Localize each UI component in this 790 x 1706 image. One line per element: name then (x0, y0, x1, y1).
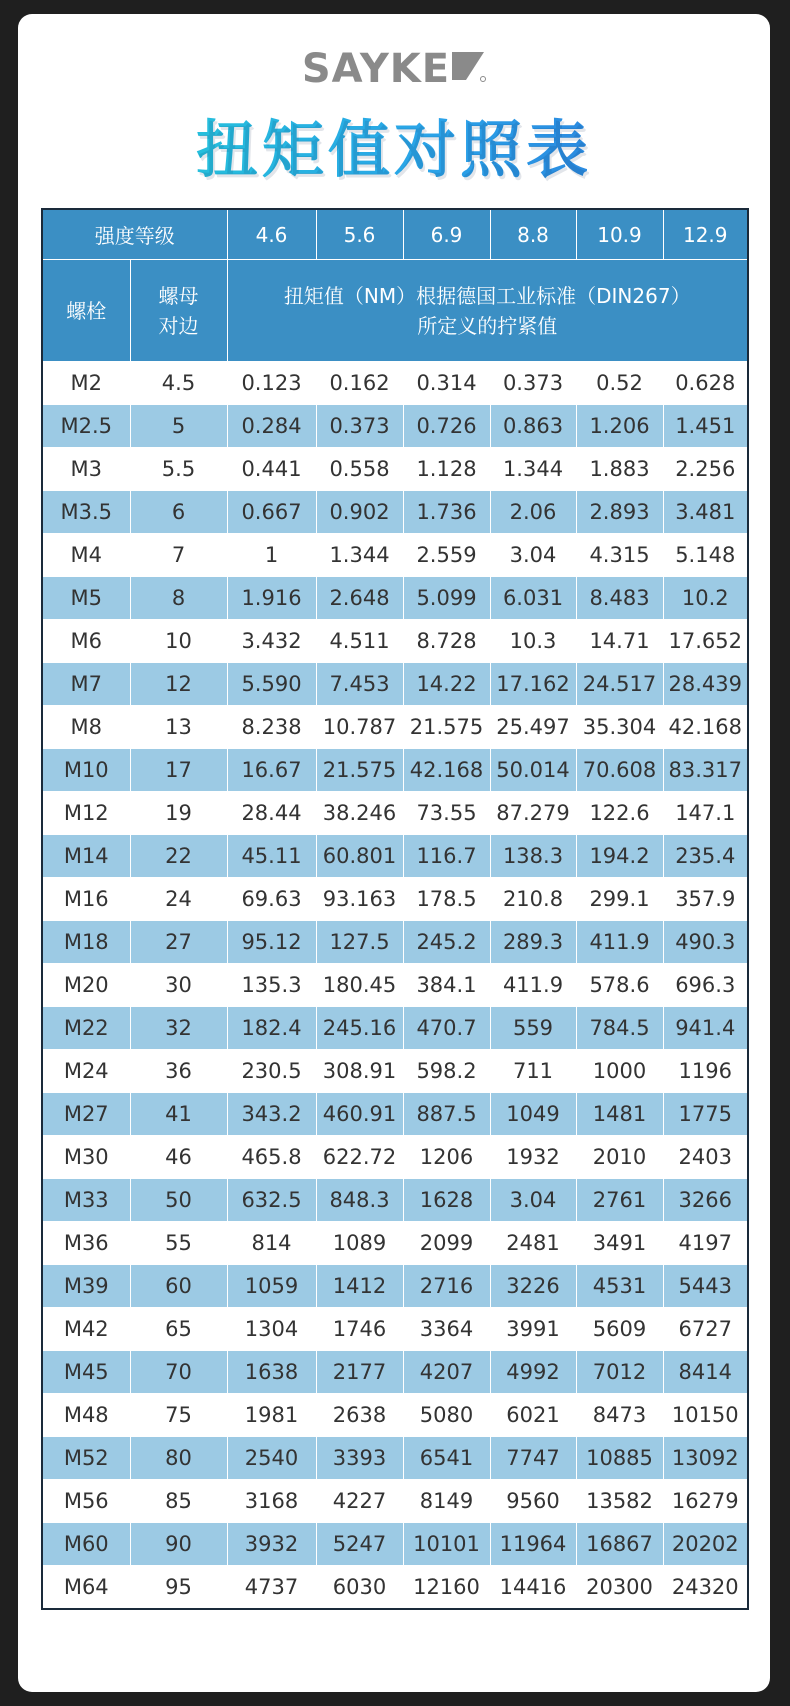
torque-value-cell: 38.246 (316, 792, 403, 835)
torque-value-cell: 460.91 (316, 1093, 403, 1136)
torque-value-cell: 45.11 (227, 835, 316, 878)
torque-value-cell: 559 (490, 1007, 576, 1050)
torque-value-cell: 4.315 (576, 534, 663, 577)
torque-value-cell: 411.9 (576, 921, 663, 964)
torque-value-cell: 887.5 (403, 1093, 490, 1136)
torque-value-cell: 4227 (316, 1480, 403, 1523)
torque-value-cell: 10.3 (490, 620, 576, 663)
bolt-size-cell: M6 (42, 620, 130, 663)
torque-value-cell: 4207 (403, 1351, 490, 1394)
torque-value-cell: 1.344 (316, 534, 403, 577)
nut-width-cell: 75 (130, 1394, 227, 1437)
torque-value-cell: 0.284 (227, 405, 316, 448)
torque-value-cell: 12160 (403, 1566, 490, 1610)
bolt-size-cell: M22 (42, 1007, 130, 1050)
torque-value-cell: 1.206 (576, 405, 663, 448)
torque-value-cell: 5080 (403, 1394, 490, 1437)
torque-value-cell: 1932 (490, 1136, 576, 1179)
nut-header-line2: 对边 (158, 313, 199, 338)
torque-value-cell: 5.590 (227, 663, 316, 706)
torque-value-cell: 3.432 (227, 620, 316, 663)
torque-value-cell: 2099 (403, 1222, 490, 1265)
torque-value-cell: 194.2 (576, 835, 663, 878)
torque-value-cell: 7012 (576, 1351, 663, 1394)
torque-value-cell: 10150 (663, 1394, 748, 1437)
torque-value-cell: 2481 (490, 1222, 576, 1265)
torque-value-cell: 21.575 (316, 749, 403, 792)
torque-value-cell: 10101 (403, 1523, 490, 1566)
torque-value-cell: 28.439 (663, 663, 748, 706)
torque-value-cell: 1089 (316, 1222, 403, 1265)
torque-value-cell: 3364 (403, 1308, 490, 1351)
torque-value-cell: 1628 (403, 1179, 490, 1222)
torque-value-cell: 7.453 (316, 663, 403, 706)
table-row (42, 964, 748, 1007)
grade-cell: 8.8 (490, 209, 576, 260)
bolt-size-cell: M20 (42, 964, 130, 1007)
bolt-size-cell: M36 (42, 1222, 130, 1265)
torque-value-cell: 357.9 (663, 878, 748, 921)
torque-value-cell: 1.883 (576, 448, 663, 491)
torque-value-cell: 0.558 (316, 448, 403, 491)
table-row (42, 1222, 748, 1265)
torque-value-cell: 6021 (490, 1394, 576, 1437)
torque-value-cell: 1049 (490, 1093, 576, 1136)
torque-value-cell: 1.344 (490, 448, 576, 491)
bolt-size-cell: M5 (42, 577, 130, 620)
torque-value-cell: 0.52 (576, 362, 663, 405)
torque-value-cell: 122.6 (576, 792, 663, 835)
torque-value-cell: 5.099 (403, 577, 490, 620)
nut-width-cell: 13 (130, 706, 227, 749)
nut-width-cell: 90 (130, 1523, 227, 1566)
torque-value-cell: 13582 (576, 1480, 663, 1523)
torque-value-cell: 8414 (663, 1351, 748, 1394)
bolt-size-cell: M12 (42, 792, 130, 835)
torque-value-cell: 0.373 (316, 405, 403, 448)
table-row (42, 1007, 748, 1050)
torque-value-cell: 5443 (663, 1265, 748, 1308)
torque-value-cell: 578.6 (576, 964, 663, 1007)
nut-width-cell: 55 (130, 1222, 227, 1265)
torque-value-cell: 1.128 (403, 448, 490, 491)
bolt-size-cell: M2 (42, 362, 130, 405)
torque-value-cell: 17.652 (663, 620, 748, 663)
torque-value-cell: 1206 (403, 1136, 490, 1179)
bolt-size-cell: M42 (42, 1308, 130, 1351)
torque-value-cell: 14416 (490, 1566, 576, 1610)
torque-value-cell: 20300 (576, 1566, 663, 1610)
grade-cell: 5.6 (316, 209, 403, 260)
table-row (42, 1179, 748, 1222)
torque-value-cell: 4992 (490, 1351, 576, 1394)
table-row (42, 1308, 748, 1351)
grade-cell: 12.9 (663, 209, 748, 260)
brand-logo-text: SAYKE (301, 46, 451, 92)
torque-value-cell: 93.163 (316, 878, 403, 921)
torque-value-cell: 289.3 (490, 921, 576, 964)
torque-value-cell: 8.483 (576, 577, 663, 620)
grade-header-row (42, 209, 748, 260)
bolt-size-cell: M56 (42, 1480, 130, 1523)
torque-header-line2: 所定义的拧紧值 (417, 313, 558, 338)
bolt-size-cell: M8 (42, 706, 130, 749)
torque-value-cell: 10.787 (316, 706, 403, 749)
bolt-header: 螺栓 (42, 260, 130, 362)
torque-header (227, 260, 748, 362)
torque-value-cell: 2010 (576, 1136, 663, 1179)
torque-header-line1: 扭矩值（NM）根据德国工业标准（DIN267） (283, 283, 691, 308)
torque-value-cell: 3226 (490, 1265, 576, 1308)
torque-value-cell: 16.67 (227, 749, 316, 792)
torque-value-cell: 632.5 (227, 1179, 316, 1222)
torque-value-cell: 3.04 (490, 1179, 576, 1222)
torque-value-cell: 182.4 (227, 1007, 316, 1050)
torque-value-cell: 16279 (663, 1480, 748, 1523)
bolt-size-cell: M16 (42, 878, 130, 921)
table-row (42, 1050, 748, 1093)
torque-value-cell: 2.648 (316, 577, 403, 620)
nut-width-cell: 17 (130, 749, 227, 792)
nut-width-cell: 95 (130, 1566, 227, 1610)
torque-value-cell: 230.5 (227, 1050, 316, 1093)
nut-width-cell: 32 (130, 1007, 227, 1050)
torque-value-cell: 1638 (227, 1351, 316, 1394)
torque-value-cell: 814 (227, 1222, 316, 1265)
nut-width-cell: 19 (130, 792, 227, 835)
bolt-size-cell: M48 (42, 1394, 130, 1437)
torque-value-cell: 465.8 (227, 1136, 316, 1179)
table-row (42, 577, 748, 620)
torque-value-cell: 11964 (490, 1523, 576, 1566)
table-row (42, 1437, 748, 1480)
nut-width-cell: 60 (130, 1265, 227, 1308)
torque-value-cell: 95.12 (227, 921, 316, 964)
table-row (42, 663, 748, 706)
triangle-flag-icon (452, 48, 486, 86)
torque-value-cell: 3.04 (490, 534, 576, 577)
torque-value-cell: 308.91 (316, 1050, 403, 1093)
torque-value-cell: 10.2 (663, 577, 748, 620)
torque-value-cell: 470.7 (403, 1007, 490, 1050)
torque-value-cell: 69.63 (227, 878, 316, 921)
table-row (42, 1265, 748, 1308)
table-row (42, 1351, 748, 1394)
torque-chart-card (18, 14, 770, 1692)
nut-width-cell: 50 (130, 1179, 227, 1222)
torque-value-cell: 0.726 (403, 405, 490, 448)
torque-value-cell: 3.481 (663, 491, 748, 534)
torque-value-cell: 8.238 (227, 706, 316, 749)
torque-value-cell: 1.736 (403, 491, 490, 534)
nut-width-cell: 85 (130, 1480, 227, 1523)
nut-width-cell: 10 (130, 620, 227, 663)
torque-value-cell: 3991 (490, 1308, 576, 1351)
torque-value-cell: 299.1 (576, 878, 663, 921)
bolt-size-cell: M7 (42, 663, 130, 706)
page-title: 扭矩值对照表 (18, 110, 770, 190)
torque-value-cell: 1.916 (227, 577, 316, 620)
table-row (42, 620, 748, 663)
torque-value-cell: 2.559 (403, 534, 490, 577)
torque-value-cell: 25.497 (490, 706, 576, 749)
table-row (42, 1136, 748, 1179)
torque-value-cell: 2540 (227, 1437, 316, 1480)
torque-value-cell: 1304 (227, 1308, 316, 1351)
bolt-size-cell: M2.5 (42, 405, 130, 448)
torque-value-cell: 622.72 (316, 1136, 403, 1179)
torque-value-cell: 1775 (663, 1093, 748, 1136)
torque-value-cell: 1746 (316, 1308, 403, 1351)
table-row (42, 534, 748, 577)
bolt-size-cell: M14 (42, 835, 130, 878)
torque-value-cell: 1481 (576, 1093, 663, 1136)
torque-value-cell: 1412 (316, 1265, 403, 1308)
nut-width-cell: 4.5 (130, 362, 227, 405)
torque-value-cell: 0.902 (316, 491, 403, 534)
nut-width-cell: 46 (130, 1136, 227, 1179)
table-row (42, 792, 748, 835)
torque-value-cell: 16867 (576, 1523, 663, 1566)
torque-value-cell: 17.162 (490, 663, 576, 706)
torque-value-cell: 4737 (227, 1566, 316, 1610)
torque-value-cell: 0.314 (403, 362, 490, 405)
torque-value-cell: 21.575 (403, 706, 490, 749)
torque-value-cell: 2.256 (663, 448, 748, 491)
torque-value-cell: 6541 (403, 1437, 490, 1480)
torque-value-cell: 6.031 (490, 577, 576, 620)
table-row (42, 921, 748, 964)
bolt-size-cell: M18 (42, 921, 130, 964)
table-row (42, 1394, 748, 1437)
table-row (42, 405, 748, 448)
torque-value-cell: 2177 (316, 1351, 403, 1394)
torque-value-cell: 411.9 (490, 964, 576, 1007)
torque-value-cell: 210.8 (490, 878, 576, 921)
torque-value-cell: 10885 (576, 1437, 663, 1480)
torque-value-cell: 50.014 (490, 749, 576, 792)
nut-width-cell: 7 (130, 534, 227, 577)
torque-value-cell: 4197 (663, 1222, 748, 1265)
torque-value-cell: 42.168 (663, 706, 748, 749)
torque-value-cell: 87.279 (490, 792, 576, 835)
torque-value-cell: 8149 (403, 1480, 490, 1523)
table-row (42, 448, 748, 491)
torque-value-cell: 235.4 (663, 835, 748, 878)
nut-width-cell: 30 (130, 964, 227, 1007)
torque-value-cell: 127.5 (316, 921, 403, 964)
torque-value-cell: 20202 (663, 1523, 748, 1566)
torque-value-cell: 28.44 (227, 792, 316, 835)
torque-value-cell: 8.728 (403, 620, 490, 663)
torque-value-cell: 83.317 (663, 749, 748, 792)
torque-value-cell: 116.7 (403, 835, 490, 878)
torque-value-cell: 3393 (316, 1437, 403, 1480)
torque-value-cell: 14.71 (576, 620, 663, 663)
torque-value-cell: 2716 (403, 1265, 490, 1308)
grade-cell: 10.9 (576, 209, 663, 260)
torque-value-cell: 2.06 (490, 491, 576, 534)
torque-value-cell: 3266 (663, 1179, 748, 1222)
torque-value-cell: 2403 (663, 1136, 748, 1179)
torque-value-cell: 7747 (490, 1437, 576, 1480)
table-row (42, 706, 748, 749)
nut-width-cell: 24 (130, 878, 227, 921)
torque-value-cell: 1196 (663, 1050, 748, 1093)
torque-value-cell: 0.863 (490, 405, 576, 448)
torque-value-cell: 1.451 (663, 405, 748, 448)
torque-value-cell: 245.16 (316, 1007, 403, 1050)
table-row (42, 749, 748, 792)
torque-value-cell: 4.511 (316, 620, 403, 663)
torque-value-cell: 60.801 (316, 835, 403, 878)
nut-header-line1: 螺母 (158, 283, 199, 308)
torque-value-cell: 0.373 (490, 362, 576, 405)
torque-value-cell: 941.4 (663, 1007, 748, 1050)
nut-width-cell: 80 (130, 1437, 227, 1480)
brand-logo (18, 44, 770, 94)
torque-value-cell: 5247 (316, 1523, 403, 1566)
torque-value-cell: 8473 (576, 1394, 663, 1437)
torque-value-cell: 4531 (576, 1265, 663, 1308)
bolt-size-cell: M3.5 (42, 491, 130, 534)
grade-cell: 4.6 (227, 209, 316, 260)
torque-value-cell: 14.22 (403, 663, 490, 706)
nut-width-cell: 5.5 (130, 448, 227, 491)
torque-value-cell: 2.893 (576, 491, 663, 534)
nut-width-cell: 41 (130, 1093, 227, 1136)
torque-value-cell: 848.3 (316, 1179, 403, 1222)
bolt-size-cell: M64 (42, 1566, 130, 1610)
bolt-size-cell: M24 (42, 1050, 130, 1093)
torque-value-cell: 13092 (663, 1437, 748, 1480)
torque-value-cell: 147.1 (663, 792, 748, 835)
table-row (42, 491, 748, 534)
grade-cell: 6.9 (403, 209, 490, 260)
torque-value-cell: 0.162 (316, 362, 403, 405)
table-row (42, 1566, 748, 1610)
nut-width-cell: 5 (130, 405, 227, 448)
torque-value-cell: 384.1 (403, 964, 490, 1007)
torque-value-cell: 0.628 (663, 362, 748, 405)
nut-width-cell: 12 (130, 663, 227, 706)
bolt-size-cell: M60 (42, 1523, 130, 1566)
nut-width-cell: 22 (130, 835, 227, 878)
torque-value-cell: 178.5 (403, 878, 490, 921)
nut-header (130, 260, 227, 362)
torque-value-cell: 5609 (576, 1308, 663, 1351)
torque-value-cell: 1981 (227, 1394, 316, 1437)
nut-width-cell: 6 (130, 491, 227, 534)
torque-value-cell: 3491 (576, 1222, 663, 1265)
bolt-size-cell: M27 (42, 1093, 130, 1136)
nut-width-cell: 8 (130, 577, 227, 620)
torque-value-cell: 2761 (576, 1179, 663, 1222)
table-row (42, 1480, 748, 1523)
grade-header-label: 强度等级 (42, 209, 227, 260)
torque-value-cell: 343.2 (227, 1093, 316, 1136)
bolt-size-cell: M52 (42, 1437, 130, 1480)
torque-value-cell: 6727 (663, 1308, 748, 1351)
table-row (42, 1523, 748, 1566)
torque-value-cell: 3168 (227, 1480, 316, 1523)
torque-value-cell: 42.168 (403, 749, 490, 792)
torque-value-cell: 1 (227, 534, 316, 577)
torque-value-cell: 135.3 (227, 964, 316, 1007)
nut-width-cell: 27 (130, 921, 227, 964)
table-row (42, 878, 748, 921)
torque-value-cell: 784.5 (576, 1007, 663, 1050)
torque-value-cell: 138.3 (490, 835, 576, 878)
torque-value-cell: 24320 (663, 1566, 748, 1610)
table-row (42, 835, 748, 878)
torque-value-cell: 73.55 (403, 792, 490, 835)
nut-width-cell: 70 (130, 1351, 227, 1394)
torque-value-cell: 598.2 (403, 1050, 490, 1093)
table-row (42, 1093, 748, 1136)
torque-table (41, 208, 749, 1610)
torque-value-cell: 35.304 (576, 706, 663, 749)
torque-value-cell: 3932 (227, 1523, 316, 1566)
torque-value-cell: 6030 (316, 1566, 403, 1610)
torque-value-cell: 24.517 (576, 663, 663, 706)
torque-value-cell: 490.3 (663, 921, 748, 964)
torque-value-cell: 0.441 (227, 448, 316, 491)
torque-value-cell: 0.123 (227, 362, 316, 405)
torque-value-cell: 0.667 (227, 491, 316, 534)
bolt-size-cell: M45 (42, 1351, 130, 1394)
nut-width-cell: 36 (130, 1050, 227, 1093)
torque-value-cell: 1059 (227, 1265, 316, 1308)
torque-value-cell: 711 (490, 1050, 576, 1093)
column-header-row (42, 260, 748, 362)
bolt-size-cell: M30 (42, 1136, 130, 1179)
torque-value-cell: 1000 (576, 1050, 663, 1093)
bolt-size-cell: M39 (42, 1265, 130, 1308)
torque-value-cell: 245.2 (403, 921, 490, 964)
nut-width-cell: 65 (130, 1308, 227, 1351)
bolt-size-cell: M3 (42, 448, 130, 491)
torque-value-cell: 5.148 (663, 534, 748, 577)
torque-value-cell: 696.3 (663, 964, 748, 1007)
bolt-size-cell: M33 (42, 1179, 130, 1222)
torque-value-cell: 180.45 (316, 964, 403, 1007)
torque-value-cell: 9560 (490, 1480, 576, 1523)
torque-value-cell: 70.608 (576, 749, 663, 792)
torque-value-cell: 2638 (316, 1394, 403, 1437)
bolt-size-cell: M10 (42, 749, 130, 792)
table-row (42, 362, 748, 405)
bolt-size-cell: M4 (42, 534, 130, 577)
